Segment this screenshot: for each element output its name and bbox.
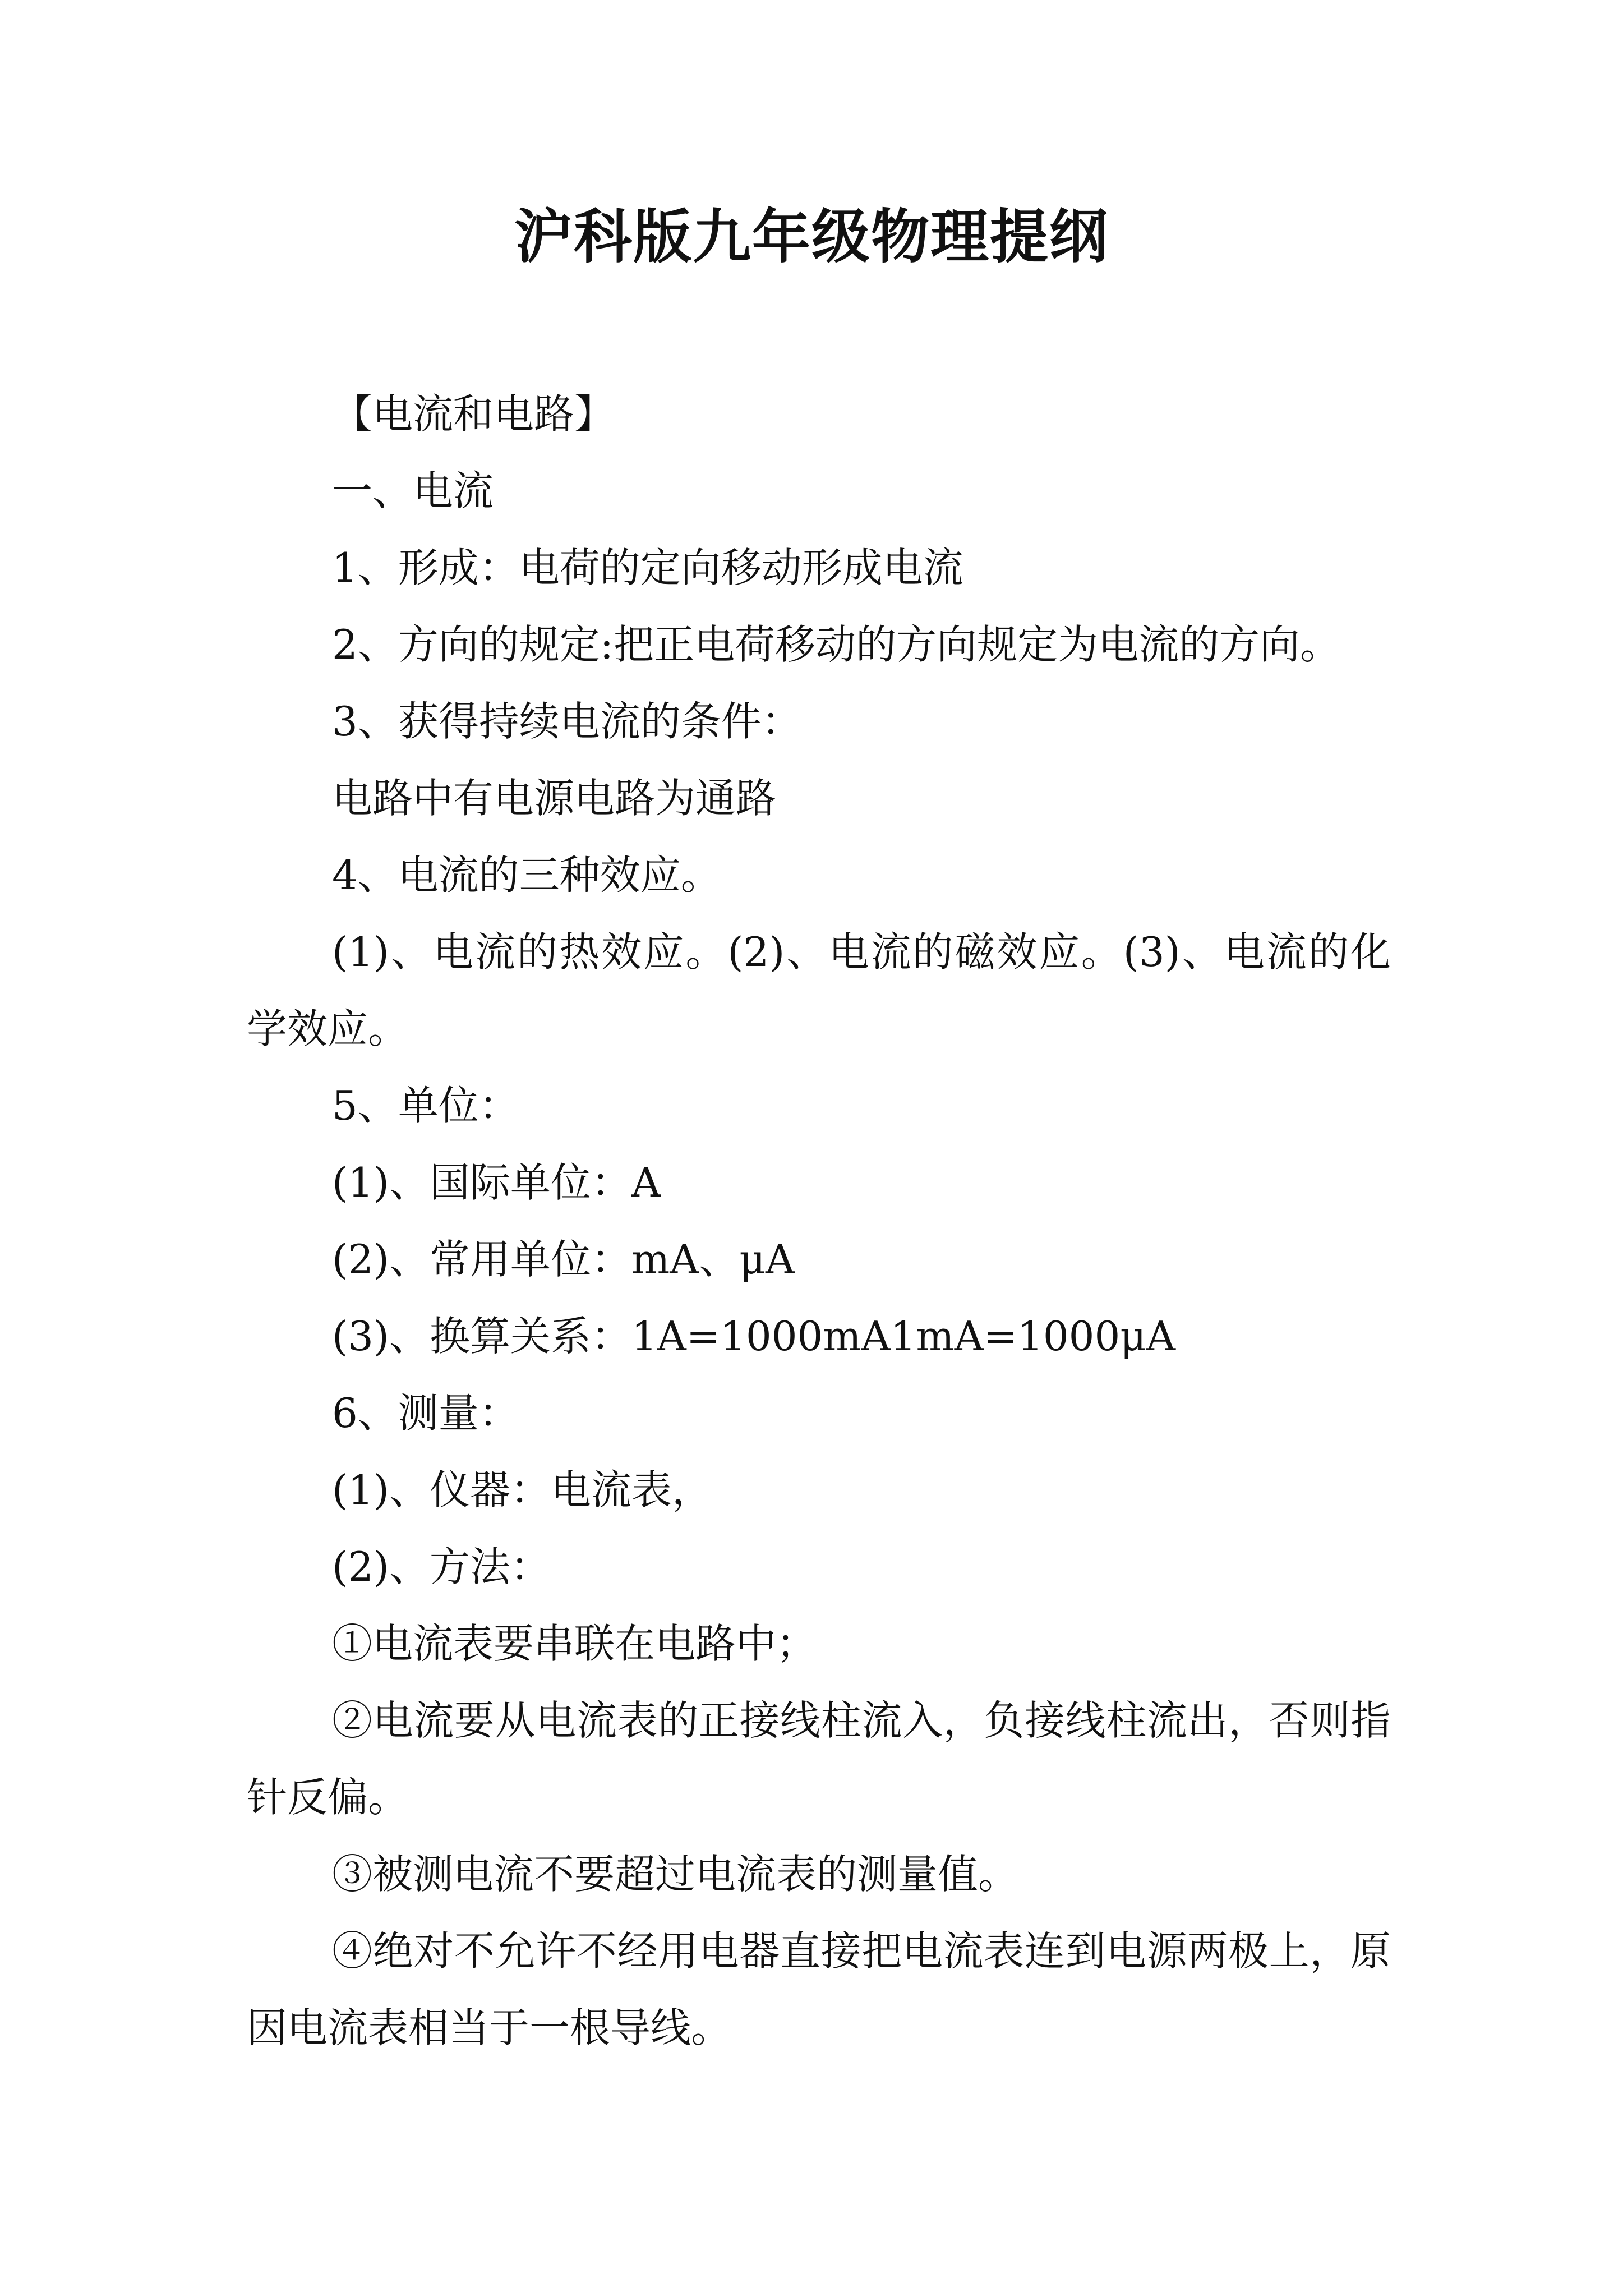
paragraph: 6、测量：	[332, 1389, 519, 1437]
paragraph: ④绝对不允许不经用电器直接把电流表连到电源两极上，原因电流表相当于一根导线。	[247, 1927, 1391, 2051]
document-title: 沪科版九年级物理提纲	[514, 203, 1109, 271]
paragraph: ③被测电流不要超过电流表的测量值。	[332, 1851, 1019, 1898]
subsection-heading: 一、电流	[332, 467, 494, 514]
paragraph: (1)、仪器：电流表，	[332, 1466, 712, 1513]
document-body	[247, 376, 1391, 2067]
paragraph: (3)、换算关系：1A=1000mA1mA=1000μA	[332, 1313, 1176, 1360]
paragraph: 4、电流的三种效应。	[332, 852, 721, 899]
paragraph: (1)、电流的热效应。(2)、电流的磁效应。(3)、电流的化学效应。	[247, 928, 1391, 1052]
paragraph: 1、形成：电荷的定向移动形成电流	[332, 544, 963, 591]
section-heading: 【电流和电路】	[332, 390, 615, 438]
paragraph: ①电流表要串联在电路中；	[332, 1620, 817, 1667]
paragraph: (1)、国际单位：A	[332, 1159, 661, 1206]
paragraph: (2)、常用单位：mA、μA	[332, 1236, 795, 1283]
paragraph: 5、单位：	[332, 1082, 519, 1129]
paragraph: (2)、方法：	[332, 1543, 551, 1590]
paragraph: ②电流要从电流表的正接线柱流入，负接线柱流出，否则指针反偏。	[247, 1697, 1391, 1821]
paragraph: 3、获得持续电流的条件：	[332, 698, 802, 745]
paragraph: 2、方向的规定:把正电荷移动的方向规定为电流的方向。	[332, 621, 1341, 668]
paragraph: 电路中有电源电路为通路	[332, 775, 777, 822]
